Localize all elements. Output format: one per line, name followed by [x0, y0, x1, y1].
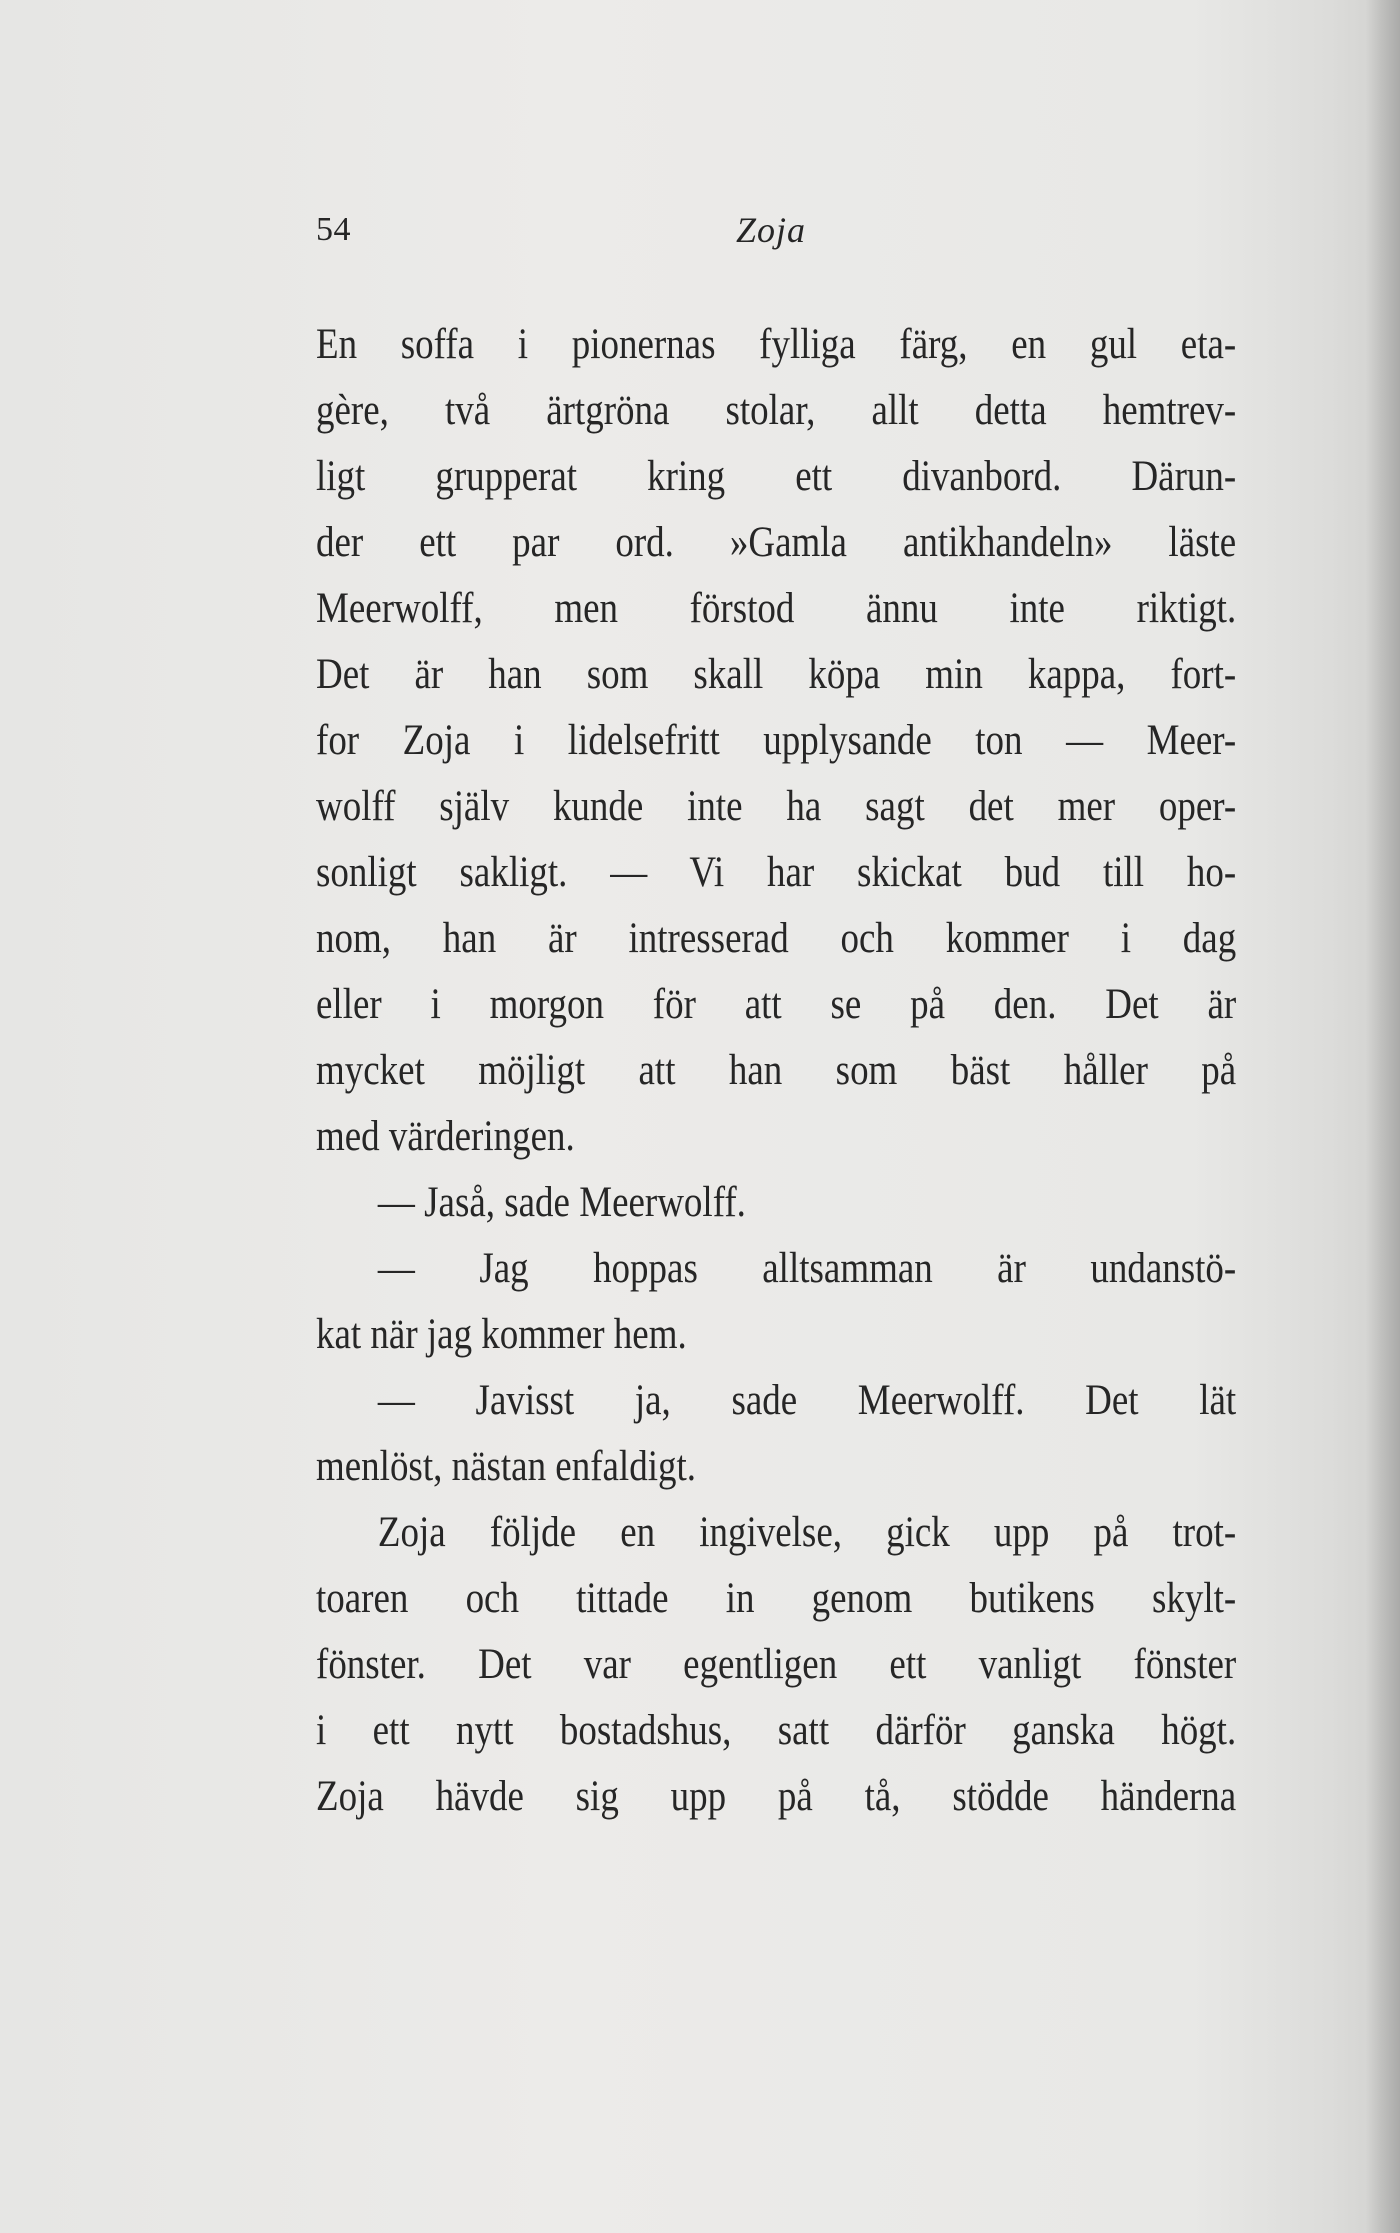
- binding-shadow: [1366, 0, 1400, 2233]
- text-line: Meerwolff, men förstod ännu inte riktigt.: [316, 585, 1237, 632]
- text-line: menlöst, nästan enfaldigt.: [316, 1443, 696, 1490]
- text-line: toaren och tittade in genom butikens skylt-: [316, 1575, 1237, 1622]
- text-line: Det är han som skall köpa min kappa, fort-: [316, 651, 1237, 698]
- text-line: Zoja hävde sig upp på tå, stödde händerna: [316, 1773, 1237, 1820]
- text-line: for Zoja i lidelsefritt upplysande ton — Meer-: [316, 717, 1237, 764]
- text-line: nom, han är intresserad och kommer i dag: [316, 915, 1237, 962]
- text-line: En soffa i pionernas fylliga färg, en gul eta-: [316, 321, 1237, 368]
- text-line: sonligt sakligt. — Vi har skickat bud till ho-: [316, 849, 1237, 896]
- dialogue-line: — Jag hoppas alltsamman är undanstö-: [377, 1245, 1237, 1292]
- dialogue-line: — Jaså, sade Meerwolff.: [377, 1179, 746, 1226]
- dialogue-line: — Javisst ja, sade Meerwolff. Det lät: [377, 1377, 1237, 1424]
- page-number: 54: [316, 211, 351, 248]
- running-title: Zoja: [736, 210, 807, 250]
- page-header: [316, 205, 1236, 255]
- text-line: i ett nytt bostadshus, satt därför ganska högt.: [316, 1707, 1237, 1754]
- text-line: gère, två ärtgröna stolar, allt detta hemtrev-: [316, 387, 1237, 434]
- text-line: fönster. Det var egentligen ett vanligt fönster: [316, 1641, 1237, 1688]
- text-line: eller i morgon för att se på den. Det är: [316, 981, 1237, 1028]
- paragraph-start-line: Zoja följde en ingivelse, gick upp på trot-: [377, 1509, 1237, 1556]
- text-line: kat när jag kommer hem.: [316, 1311, 687, 1358]
- text-line: mycket möjligt att han som bäst håller på: [316, 1047, 1237, 1094]
- text-line: med värderingen.: [316, 1113, 575, 1160]
- text-line: der ett par ord. »Gamla antikhandeln» läste: [316, 519, 1237, 566]
- body-text: [316, 312, 1236, 1830]
- text-line: ligt grupperat kring ett divanbord. Därun-: [316, 453, 1237, 500]
- text-line: wolff själv kunde inte ha sagt det mer oper-: [316, 783, 1237, 830]
